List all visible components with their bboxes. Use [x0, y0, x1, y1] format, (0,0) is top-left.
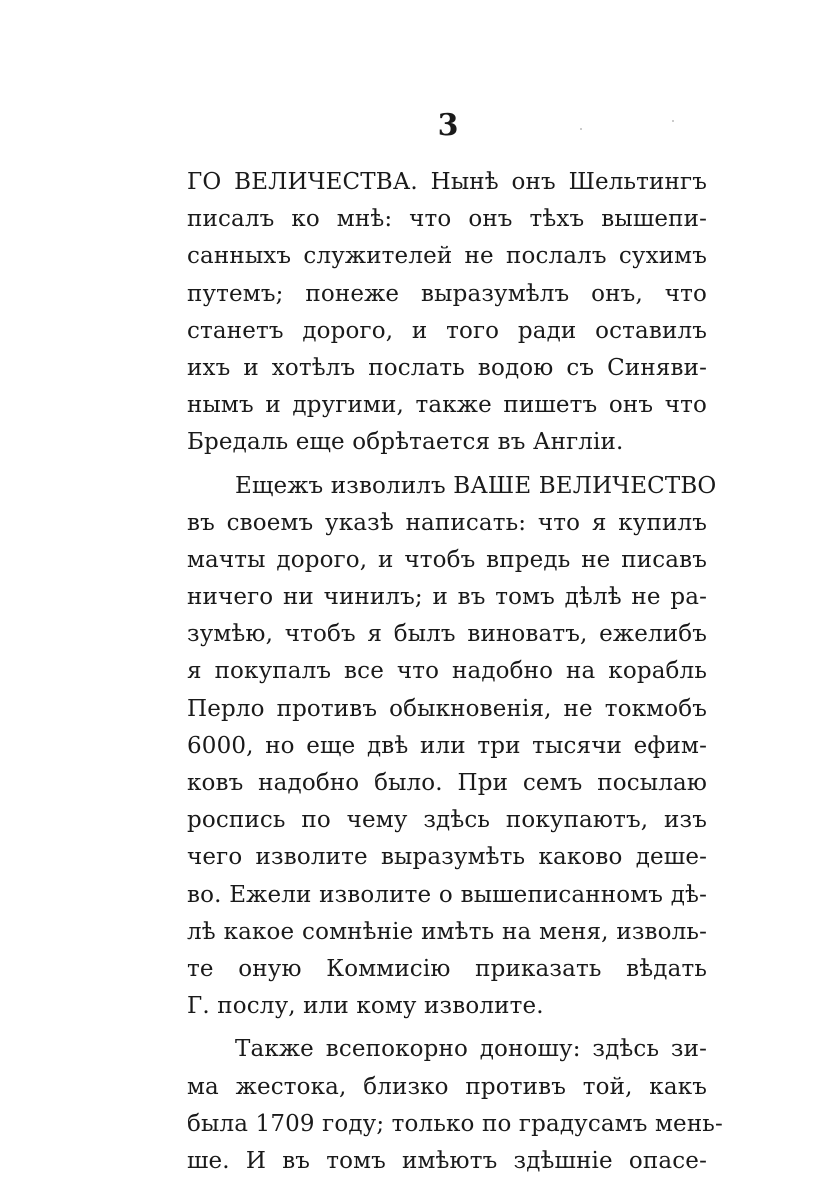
text-line: те оную Коммисію приказать вѣдать	[187, 955, 707, 982]
body-text	[187, 164, 723, 1180]
paragraph-3	[187, 1031, 723, 1180]
text-line: мачты дорого, и чтобъ впредь не писавъ	[187, 546, 707, 573]
scan-speck	[672, 120, 674, 122]
text-line: ихъ и хотѣлъ послать водою съ Синяви-	[187, 354, 707, 381]
paragraph-1	[187, 164, 707, 462]
text-line: ковъ надобно было. При семъ посылаю	[187, 770, 707, 796]
text-line: я покупалъ все что надобно на корабль	[187, 658, 707, 685]
text-line: ма жестока, близко противъ той, какъ	[187, 1073, 707, 1100]
text-line: Бредаль еще обрѣтается въ Англіи.	[187, 429, 624, 456]
text-line: во. Ежели изволите о вышеписанномъ дѣ-	[187, 881, 707, 908]
paragraph-2	[187, 468, 717, 1026]
text-line: ше. И въ томъ имѣютъ здѣшніе опасе-	[187, 1147, 707, 1174]
text-line: нымъ и другими, также пишетъ онъ что	[187, 392, 707, 419]
page-number: 3	[437, 108, 459, 143]
text-line: Ещежъ изволилъ ВАШЕ ВЕЛИЧЕСТВО	[235, 472, 717, 499]
text-line: 6000, но еще двѣ или три тысячи ефим-	[187, 732, 707, 759]
text-line: роспись по чему здѣсь покупаютъ, изъ	[187, 807, 707, 834]
text-line: зумѣю, чтобъ я былъ виноватъ, ежелибъ	[187, 621, 707, 648]
text-line: санныхъ служителей не послалъ сухимъ	[187, 243, 707, 270]
text-line: путемъ; понеже выразумѣлъ онъ, что	[187, 280, 707, 307]
text-line: писалъ ко мнѣ: что онъ тѣхъ вышепи-	[187, 206, 707, 233]
text-line: Перло противъ обыкновенія, не токмобъ	[187, 695, 707, 722]
text-line: лѣ какое сомнѣніе имѣть на меня, изволь-	[187, 918, 707, 945]
text-line: ГО ВЕЛИЧЕСТВА. Нынѣ онъ Шельтингъ	[187, 169, 707, 195]
text-line: Г. послу, или кому изволите.	[187, 993, 544, 1020]
text-line: ничего ни чинилъ; и въ томъ дѣлѣ не ра-	[187, 584, 707, 611]
text-line: чего изволите выразумѣть каково деше-	[187, 844, 707, 871]
text-line: была 1709 году; только по градусамъ мень-	[187, 1110, 723, 1137]
text-line: въ своемъ указѣ написать: что я купилъ	[187, 509, 707, 536]
scan-speck	[580, 128, 582, 130]
text-line: Также всепокорно доношу: здѣсь зи-	[235, 1036, 707, 1063]
text-line: станетъ дорого, и того ради оставилъ	[187, 317, 707, 344]
